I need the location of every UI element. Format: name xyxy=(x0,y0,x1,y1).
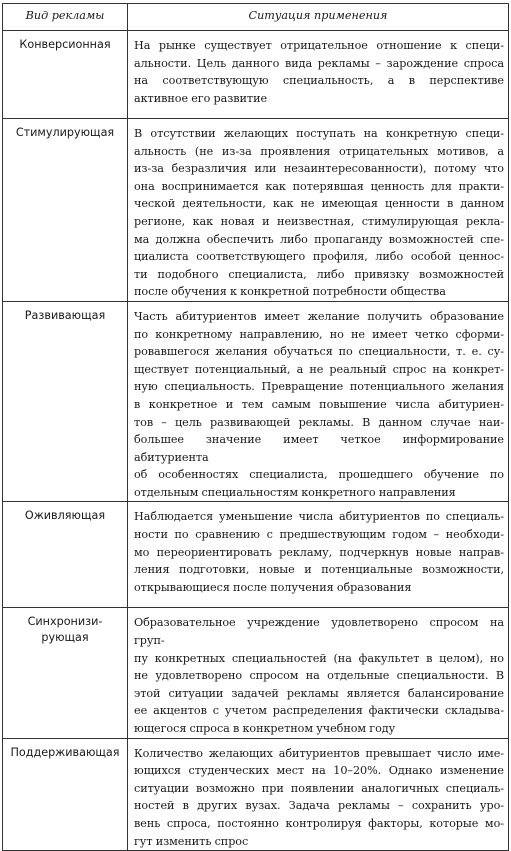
situation-text-line: отдельным специальностям конкретного направления xyxy=(134,485,456,499)
situation-text-line: не удовлетворено спросом на отдельные специальности. В xyxy=(134,669,504,683)
situation-text-line: ма должна обеспечить либо пропаганду возможностей спе- xyxy=(134,232,504,246)
situation-text-line: регионе, как новая и неизвестная, стимулирующая рекла- xyxy=(134,214,504,228)
situation-cell xyxy=(128,738,509,851)
header-situation: Ситуация применения xyxy=(128,4,509,31)
situation-text-line: Часть абитуриентов имеет желание получить образование xyxy=(134,309,504,323)
situation-text-line: ную специальность. Превращение потенциального желания xyxy=(134,380,504,394)
situation-text-line: этой ситуации задачей рекламы является балансирование xyxy=(134,686,504,700)
situation-text-line: ющихся студенческих мест на 10–20%. Однако изменение xyxy=(134,764,504,778)
situation-text-line: Наблюдается уменьшение числа абитуриентов по специаль- xyxy=(134,510,504,524)
situation-text-line: на соответствующую специальность, а в перспективе xyxy=(134,74,504,88)
situation-text-line: ществует потенциальный, а не реальный спрос на конкрет- xyxy=(134,362,504,376)
situation-text-line: открывающиеся после получения образования xyxy=(134,580,412,594)
situation-cell xyxy=(128,301,509,502)
situation-text-line: в конкретное и тем самым повышение числа абитуриен- xyxy=(134,397,504,411)
ad-type-label: Оживляющая xyxy=(24,509,106,523)
situation-cell xyxy=(128,502,509,608)
situation-text-line: активное его развитие xyxy=(134,91,268,105)
ad-type-label: рующая xyxy=(41,631,89,645)
table-row xyxy=(3,738,509,851)
ad-type-cell xyxy=(3,301,128,502)
situation-text-line: из-за безразличия или незаинтересованности), потому что xyxy=(134,162,504,176)
situation-text-line: после обучения к конкретной потребности общества xyxy=(134,285,446,299)
situation-text-line: ющегося спроса в конкретном учебном году xyxy=(134,722,396,736)
table-row xyxy=(3,31,509,119)
situation-text-line: ления подготовки, новые и потенциальные возможности, xyxy=(134,563,504,577)
situation-text-line: гут изменить спрос xyxy=(134,834,249,848)
situation-text-line: тов – цель развивающей рекламы. В данном случае наи- xyxy=(134,415,504,429)
header-ad-type: Вид рекламы xyxy=(3,4,128,31)
situation-text-line: В отсутствии желающих поступать на конкретную специ- xyxy=(134,127,504,140)
table-body xyxy=(3,31,509,851)
ad-type-cell xyxy=(3,502,128,608)
situation-text-line: Количество желающих абитуриентов превышает число име- xyxy=(134,746,504,760)
situation-text-line: вень спроса, постоянно контролируя факторы, которые мо- xyxy=(134,817,504,830)
situation-text-line: пу конкретных специальностей (на факультет в целом), но xyxy=(134,651,504,665)
situation-cell xyxy=(128,608,509,738)
ad-type-cell xyxy=(3,738,128,851)
table-row xyxy=(3,502,509,608)
situation-text-line: Образовательное учреждение удовлетворено спросом на груп- xyxy=(134,616,504,648)
situation-text-line: мо переориентировать рекламу, подчеркнув новые направ- xyxy=(134,545,504,559)
situation-text-line: ровавшегося желания обучаться по специальности, т. е. су- xyxy=(134,345,504,359)
ad-type-cell xyxy=(3,119,128,302)
situation-text-line: ческой деятельности, как не имеющая ценности в данном xyxy=(134,197,504,211)
ad-type-label: Конверсионная xyxy=(19,38,111,51)
ad-type-label: Стимулирующая xyxy=(15,126,115,139)
table-row xyxy=(3,119,509,302)
situation-text-line: ситуации возможно при появлении аналогичных специаль- xyxy=(134,781,504,795)
situation-text-line: альность (не из-за проявления отрицательных мотивов, а xyxy=(134,144,504,158)
ad-type-cell xyxy=(3,608,128,738)
situation-text-line: об особенностях специалиста, прошедшего обучение по xyxy=(134,468,504,482)
situation-text-line: большее значение имеет четкое информирование абитуриента xyxy=(134,433,504,464)
situation-text-line: ностей в других вузах. Задача рекламы – сохранить уро- xyxy=(134,799,504,813)
ad-type-label: Синхронизи- xyxy=(27,615,103,629)
ad-type-label: Развивающая xyxy=(24,308,106,322)
situation-text-line: На рынке существует отрицательное отношение к специ- xyxy=(134,39,504,52)
ad-type-cell xyxy=(3,31,128,119)
situation-cell xyxy=(128,31,509,119)
ad-type-label: Поддерживающая xyxy=(10,745,120,759)
situation-text-line: ти подобного специалиста, либо привязку возможностей xyxy=(134,267,504,281)
table-row xyxy=(3,608,509,738)
situation-text-line: альности. Цель данного вида рекламы – зарождение спроса xyxy=(134,56,504,70)
situation-text-line: по конкретному направлению, но не имеет четко сформи- xyxy=(134,327,504,341)
situation-text-line: циалиста соответствующего профиля, либо особой ценнос- xyxy=(134,250,504,264)
table-header-row xyxy=(3,4,509,31)
situation-cell xyxy=(128,119,509,302)
situation-text-line: она воспринимается как потерявшая ценность для практи- xyxy=(134,179,504,193)
situation-text-line: ности по сравнению с предшествующим годом – необходи- xyxy=(134,528,504,542)
situation-text-line: ее акцентов с учетом распределения фактически складыва- xyxy=(134,704,504,718)
table-row xyxy=(3,301,509,502)
